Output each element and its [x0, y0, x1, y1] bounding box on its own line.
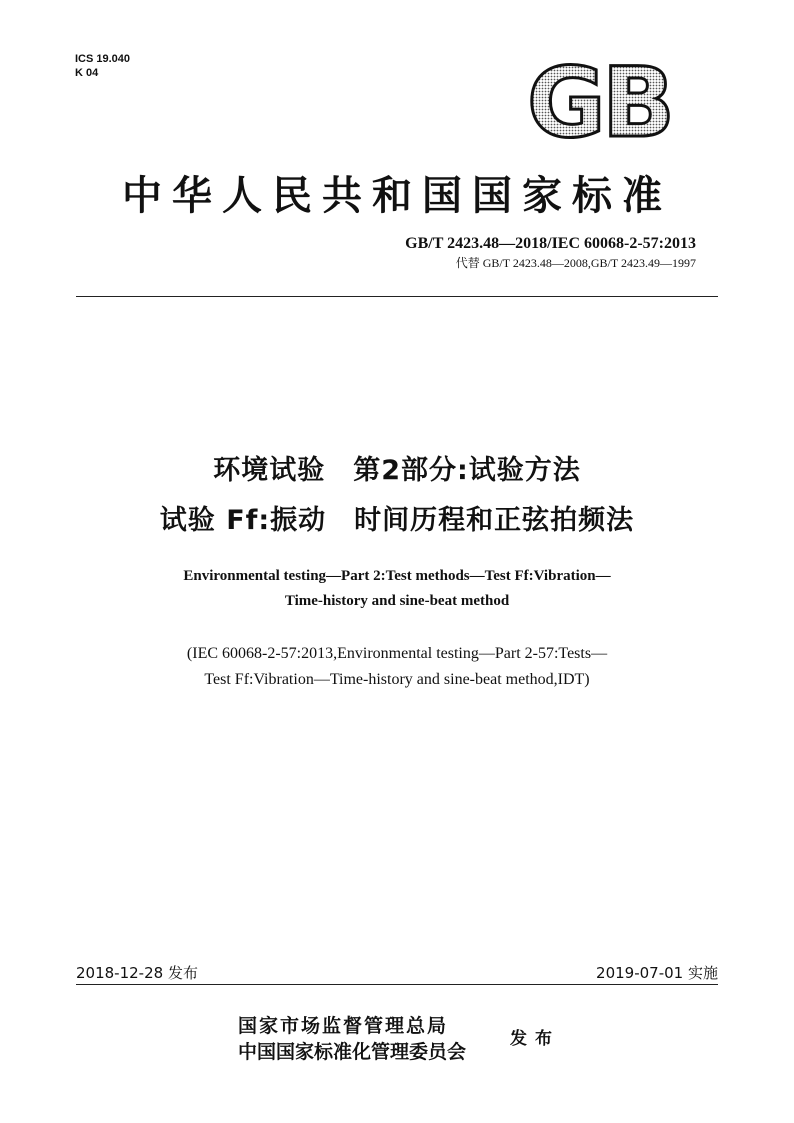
national-standard-title: 中华人民共和国国家标准 [122, 173, 672, 219]
effective-date: 2019-07-01 实施 [596, 964, 718, 982]
bottom-divider [76, 984, 718, 985]
publisher-samr: 国家市场监督管理总局 [238, 1015, 449, 1037]
iec-reference-line2: Test Ff:Vibration—Time-history and sine-beat method,IDT) [204, 671, 590, 688]
ccs-code: K 04 [75, 67, 99, 79]
cn-title-line2: 试验 Ff:振动 时间历程和正弦拍频法 [159, 505, 635, 536]
issue-date: 2018-12-28 发布 [76, 964, 198, 982]
cn-title-line1: 环境试验 第2部分:试验方法 [213, 455, 581, 486]
gb-logo-text: GB [527, 60, 671, 142]
replaces-note: 代替 GB/T 2423.48—2008,GB/T 2423.49—1997 [455, 256, 696, 270]
iec-reference-line1: (IEC 60068-2-57:2013,Environmental testing—Part 2-57:Tests— [186, 645, 608, 662]
en-title-line2: Time-history and sine-beat method [284, 593, 510, 609]
ics-code: ICS 19.040 [75, 53, 131, 65]
en-title-line1: Environmental testing—Part 2:Test methods—Test Ff:Vibration— [183, 568, 611, 584]
publishers [238, 1013, 466, 1065]
standard-number: GB/T 2423.48—2018/IEC 60068-2-57:2013 [405, 235, 696, 252]
publish-label: 发布 [510, 1029, 560, 1049]
gb-logo [520, 60, 678, 142]
publisher-sac: 中国国家标准化管理委员会 [238, 1041, 467, 1063]
classification-codes [75, 52, 130, 80]
top-divider [76, 296, 718, 297]
